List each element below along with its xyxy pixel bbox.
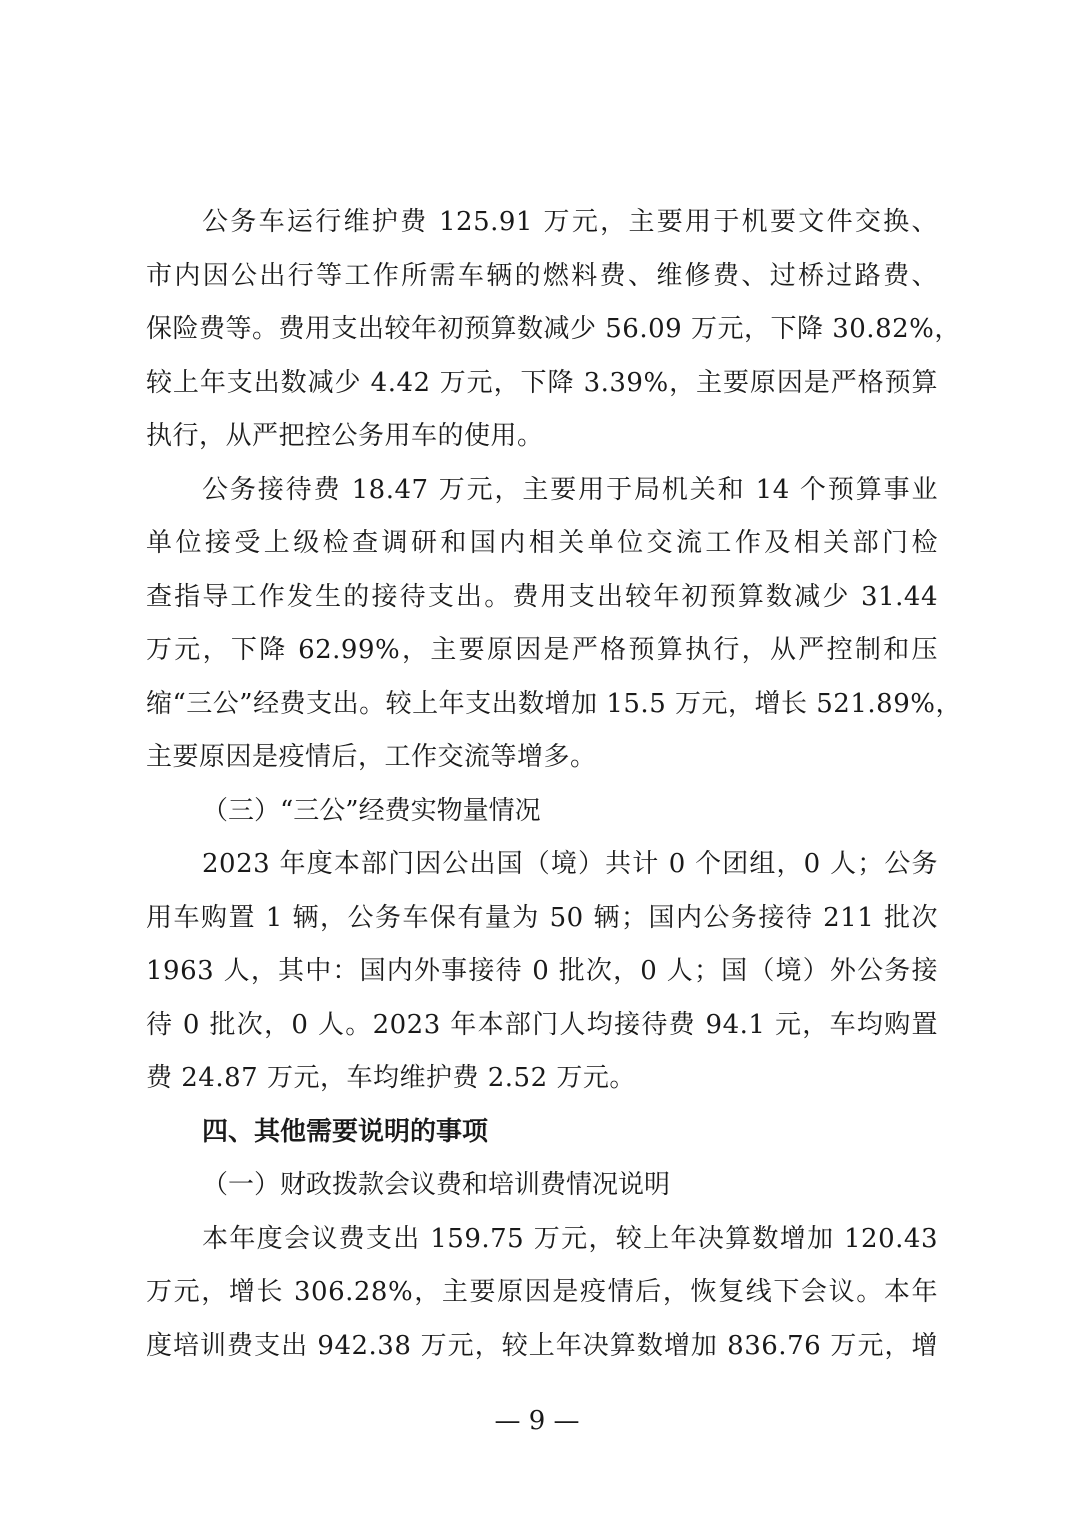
text-line: 查指导工作发生的接待支出。费用支出较年初预算数减少 31.44 <box>146 581 938 612</box>
document-body <box>146 196 962 1373</box>
paragraph-physical-quantity <box>146 838 938 1106</box>
text-line: 保险费等。费用支出较年初预算数减少 56.09 万元，下降 30.82%， <box>146 314 961 344</box>
text-line: 主要原因是疫情后，工作交流等增多。 <box>146 742 597 772</box>
subheading-physical-quantity: （三）“三公”经费实物量情况 <box>202 795 541 826</box>
text-line: 待 0 批次，0 人。2023 年本部门人均接待费 94.1 元，车均购置 <box>146 1009 938 1040</box>
text-line: 用车购置 1 辆，公务车保有量为 50 辆；国内公务接待 211 批次 <box>146 902 938 933</box>
text-line: 缩“三公”经费支出。较上年支出数增加 15.5 万元，增长 521.89%， <box>146 688 962 719</box>
text-line: 2023 年度本部门因公出国（境）共计 0 个团组，0 人；公务 <box>202 849 938 879</box>
text-line: 市内因公出行等工作所需车辆的燃料费、维修费、过桥过路费、 <box>146 260 938 291</box>
text-line: 单位接受上级检查调研和国内相关单位交流工作及相关部门检 <box>146 528 938 558</box>
text-line: 万元，增长 306.28%，主要原因是疫情后，恢复线下会议。本年 <box>146 1277 938 1307</box>
paragraph-vehicle-maintenance <box>146 196 961 464</box>
text-line: 费 24.87 万元，车均维护费 2.52 万元。 <box>146 1063 636 1093</box>
text-line: 度培训费支出 942.38 万元，较上年决算数增加 836.76 万元，增 <box>146 1330 938 1361</box>
text-line: 1963 人，其中：国内外事接待 0 批次，0 人；国（境）外公务接 <box>146 956 938 986</box>
text-line: 公务接待费 18.47 万元，主要用于局机关和 14 个预算事业 <box>202 474 938 505</box>
paragraph-meeting-training <box>146 1213 938 1374</box>
text-line: 执行，从严把控公务用车的使用。 <box>146 421 544 451</box>
text-line: 公务车运行维护费 125.91 万元，主要用于机要文件交换、 <box>202 207 938 237</box>
page-number: — 9 — <box>494 1406 580 1436</box>
section-title-other-matters: 四、其他需要说明的事项 <box>202 1116 489 1147</box>
text-line: 万元，下降 62.99%，主要原因是严格预算执行，从严控制和压 <box>146 635 938 665</box>
paragraph-reception <box>146 464 962 785</box>
text-line: 较上年支出数减少 4.42 万元，下降 3.39%，主要原因是严格预算 <box>146 367 938 398</box>
text-line: 本年度会议费支出 159.75 万元，较上年决算数增加 120.43 <box>202 1223 938 1254</box>
subheading-meeting-training: （一）财政拨款会议费和培训费情况说明 <box>202 1170 671 1200</box>
